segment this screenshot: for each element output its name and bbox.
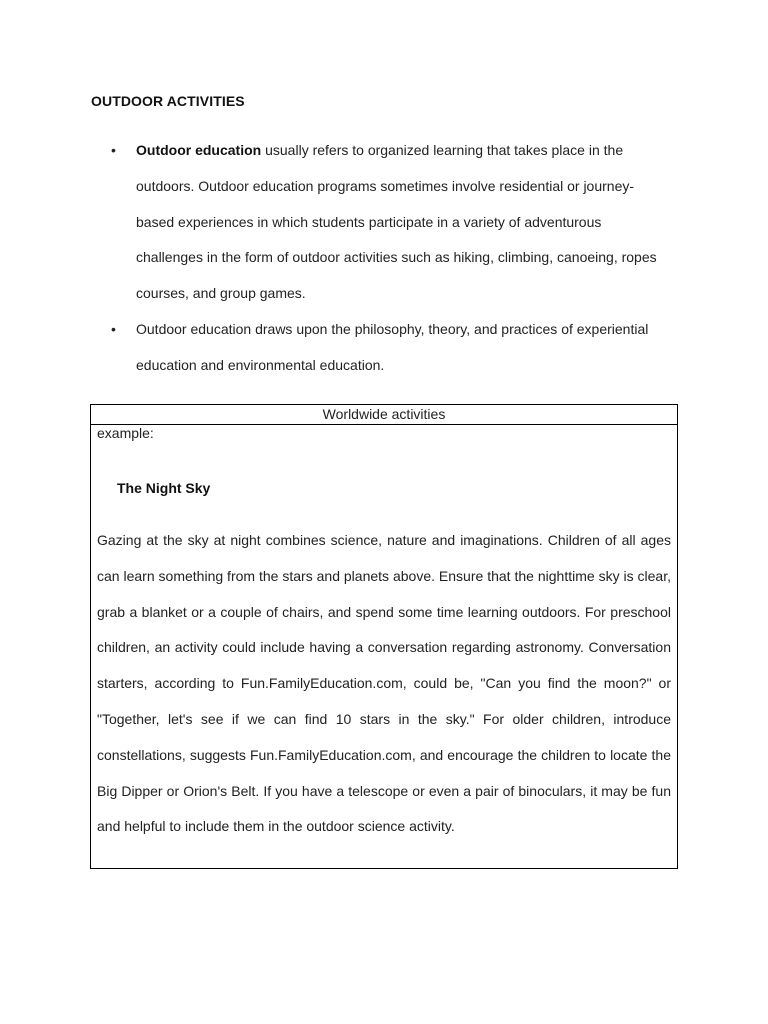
bullet-list [91,133,671,384]
bullet-text: usually refers to organized learning that takes place in the outdoors. Outdoor education programs sometimes involve residential or journey-based experiences in which students participate in a variety of adventurous challenges in the form of outdoor activities such as hiking, climbing, canoeing, ropes courses, and group games. [136,142,657,302]
bullet-icon: • [111,320,116,337]
night-sky-paragraph: Gazing at the sky at night combines science, nature and imaginations. Children of all ages can learn something from the stars and planets above. Ensure that the nighttime sky is clear, grab a blanket or a couple of chairs, and spend some time learning outdoors. For preschool children, an activity could include having a conversation regarding astronomy. Conversation starters, according to Fun.FamilyEducation.com, could be, "Can you find the moon?" or "Together, let's see if we can find 10 stars in the sky." For older children, introduce constellations, suggests Fun.FamilyEducation.com, and encourage the children to locate the Big Dipper or Orion's Belt. If you have a telescope or even a pair of binoculars, it may be fun and helpful to include them in the outdoor science activity. [97,532,671,835]
bullet-lead-term: Outdoor education [136,142,262,158]
worldwide-activities-table [90,404,678,869]
bullet-icon: • [111,142,116,158]
bullet-item-outdoor-education [91,133,671,312]
section-title [97,479,671,497]
bullet-item-philosophy [91,312,671,384]
section-title-text: The Night Sky [117,480,211,496]
bullet-text: Outdoor education draws upon the philosophy, theory, and practices of experiential education and environmental education. [136,320,649,373]
table-header: Worldwide activities [91,405,677,425]
example-label: example: [97,425,154,441]
table-body-cell [91,425,677,845]
document-heading: OUTDOOR ACTIVITIES [91,93,245,109]
